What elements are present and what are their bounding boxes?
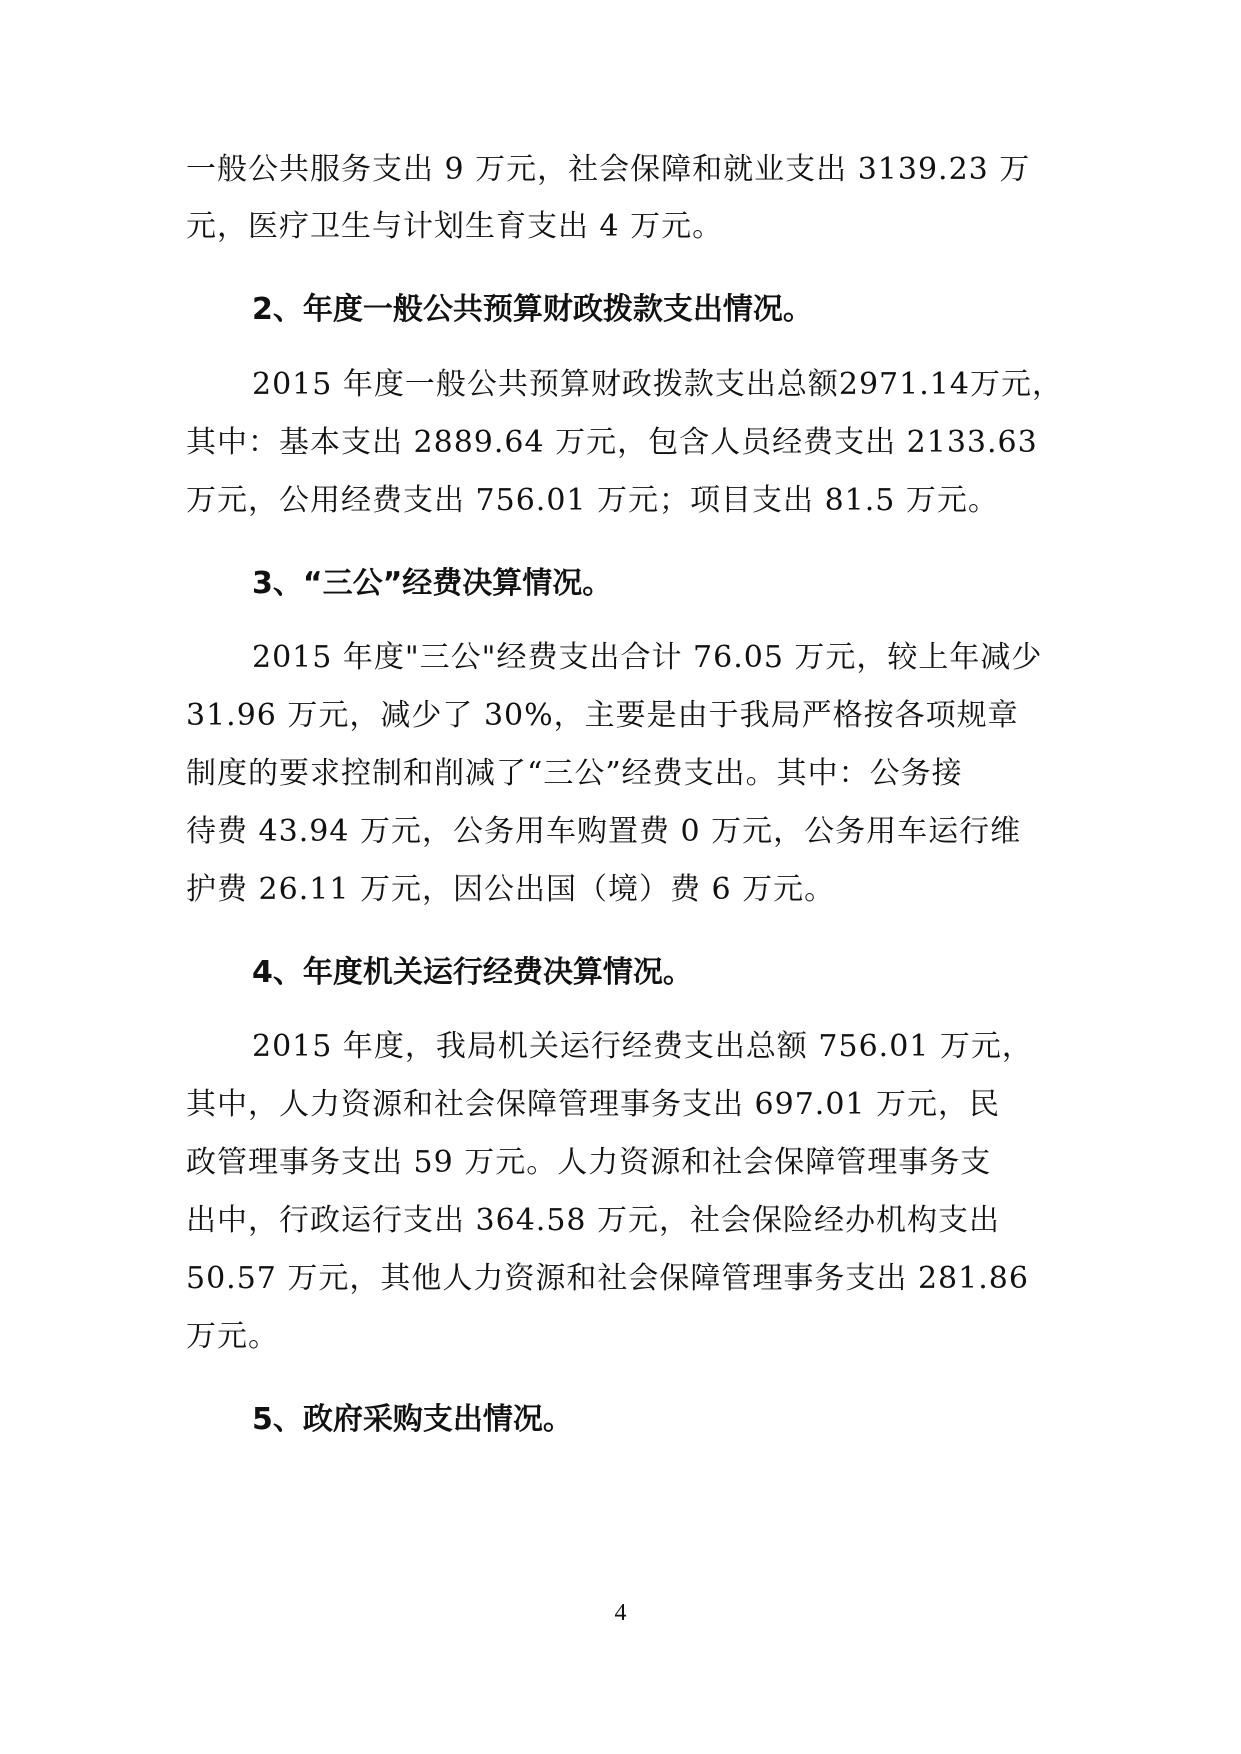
paragraph-line: 50.57 万元，其他人力资源和社会保障管理事务支出 281.86 [186, 1261, 1029, 1296]
paragraph-line: 护费 26.11 万元，因公出国（境）费 6 万元。 [186, 872, 836, 907]
paragraph-line: 万元，公用经费支出 756.01 万元；项目支出 81.5 万元。 [186, 483, 999, 518]
paragraph-line: 2015 年度一般公共预算财政拨款支出总额2971.14万元， [252, 367, 1063, 402]
paragraph-line: 万元。 [186, 1319, 279, 1354]
paragraph-line: 出中，行政运行支出 364.58 万元，社会保险经办机构支出 [186, 1203, 1001, 1238]
paragraph-line: 2015 年度，我局机关运行经费支出总额 756.01 万元， [252, 1029, 1033, 1064]
paragraph-line: 其中，人力资源和社会保障管理事务支出 697.01 万元，民 [186, 1087, 1001, 1122]
paragraph-line: 政管理事务支出 59 万元。人力资源和社会保障管理事务支 [186, 1145, 992, 1180]
paragraph-line: 31.96 万元，减少了 30%，主要是由于我局严格按各项规章 [186, 698, 1019, 733]
section-heading: 5、政府采购支出情况。 [252, 1402, 573, 1437]
section-heading: 3、“三公”经费决算情况。 [252, 566, 613, 601]
paragraph-line: 制度的要求控制和削减了“三公”经费支出。其中：公务接 [186, 756, 963, 791]
page-number: 4 [614, 1600, 627, 1626]
paragraph-line: 一般公共服务支出 9 万元，社会保障和就业支出 3139.23 万 [186, 152, 1031, 187]
section-heading: 4、年度机关运行经费决算情况。 [252, 955, 693, 990]
paragraph-line: 元，医疗卫生与计划生育支出 4 万元。 [186, 209, 724, 244]
paragraph-line: 2015 年度"三公"经费支出合计 76.05 万元，较上年减少 [252, 640, 1043, 675]
paragraph-line: 待费 43.94 万元，公务用车购置费 0 万元，公务用车运行维 [186, 814, 1022, 849]
paragraph-line: 其中：基本支出 2889.64 万元，包含人员经费支出 2133.63 [186, 425, 1038, 460]
section-heading: 2、年度一般公共预算财政拨款支出情况。 [252, 292, 813, 327]
